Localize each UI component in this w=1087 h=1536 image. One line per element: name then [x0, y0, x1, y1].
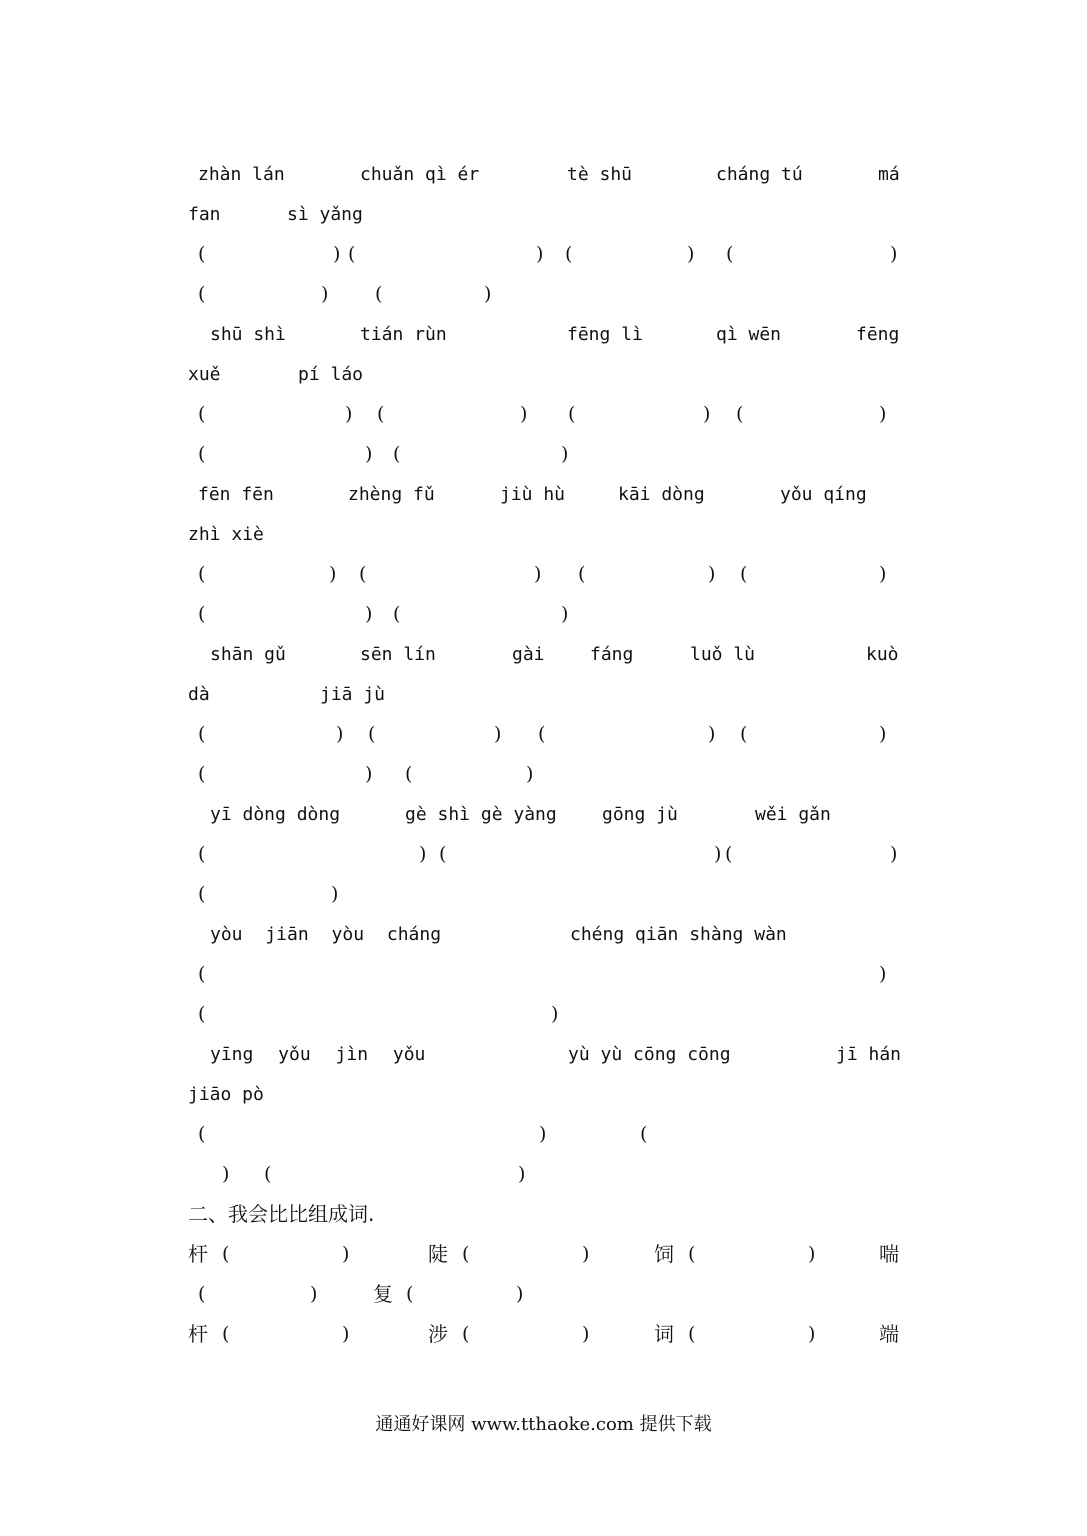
- pinyin: yīng yǒu jìn yǒu: [210, 1044, 426, 1065]
- paren-close: ): [879, 963, 887, 985]
- paren-close: ): [342, 1323, 350, 1345]
- pinyin: fan: [188, 204, 221, 225]
- pinyin: yù yù cōng cōng: [568, 1044, 731, 1065]
- pinyin: jiù hù: [500, 484, 566, 505]
- paren-open: (: [736, 403, 744, 425]
- pinyin: kāi dòng: [618, 484, 705, 505]
- paren-close: ): [310, 1283, 318, 1305]
- section-heading: 二、我会比比组成词.: [188, 1202, 375, 1226]
- paren-close: ): [336, 723, 344, 745]
- pinyin: zhì xiè: [188, 524, 264, 545]
- pinyin: gōng jù: [602, 804, 678, 825]
- pinyin: pí láo: [298, 364, 364, 385]
- paren-open: (: [393, 443, 401, 465]
- pinyin: chuǎn qì ér: [360, 164, 480, 185]
- pinyin: yòu jiān yòu cháng: [210, 924, 442, 945]
- pinyin: fáng: [590, 644, 634, 665]
- paren-open: (: [375, 283, 383, 305]
- paren-close: ): [419, 843, 427, 865]
- paren-close: ): [342, 1243, 350, 1265]
- paren-close: ): [808, 1323, 816, 1345]
- paren-close: ): [365, 603, 373, 625]
- character: 陡: [428, 1242, 448, 1266]
- paren-open: (: [222, 1243, 230, 1265]
- paren-close: ): [484, 283, 492, 305]
- pinyin: jiāo pò: [188, 1084, 264, 1105]
- paren-open: (: [264, 1163, 272, 1185]
- pinyin: yī dòng dòng: [210, 804, 341, 825]
- paren-close: ): [539, 1123, 547, 1145]
- paren-close: ): [365, 443, 373, 465]
- paren-close: ): [561, 603, 569, 625]
- pinyin: cháng tú: [716, 164, 803, 185]
- character: 词: [654, 1322, 674, 1346]
- pinyin: kuò: [866, 644, 899, 665]
- paren-open: (: [726, 243, 734, 265]
- paren-open: (: [462, 1243, 470, 1265]
- pinyin: má: [878, 164, 900, 185]
- pinyin: fēng: [856, 324, 900, 345]
- paren-open: (: [359, 563, 367, 585]
- paren-close: ): [494, 723, 502, 745]
- character: 涉: [428, 1322, 448, 1346]
- pinyin: gè shì gè yàng: [405, 804, 557, 825]
- paren-open: (: [640, 1123, 648, 1145]
- paren-close: ): [890, 843, 898, 865]
- pinyin: fēng lì: [567, 324, 643, 345]
- pinyin: luǒ lù: [690, 644, 756, 665]
- paren-open: (: [688, 1243, 696, 1265]
- paren-open: (: [740, 563, 748, 585]
- paren-open: (: [198, 1283, 206, 1305]
- paren-close: ): [536, 243, 544, 265]
- paren-open: (: [348, 243, 356, 265]
- paren-close: ): [582, 1243, 590, 1265]
- pinyin: shū shì: [210, 324, 286, 345]
- paren-open: (: [198, 963, 206, 985]
- paren-open: (: [198, 763, 206, 785]
- character: 端: [879, 1322, 899, 1346]
- character: 杆: [188, 1322, 208, 1346]
- pinyin: xuě: [188, 364, 221, 385]
- paren-open: (: [462, 1323, 470, 1345]
- paren-close: ): [582, 1323, 590, 1345]
- pinyin: sēn lín: [360, 644, 436, 665]
- pinyin: shān gǔ: [210, 644, 286, 665]
- paren-open: (: [405, 763, 413, 785]
- pinyin: jī hán: [836, 1044, 902, 1065]
- pinyin: yǒu qíng: [780, 484, 867, 505]
- paren-open: (: [725, 843, 733, 865]
- paren-open: (: [393, 603, 401, 625]
- paren-open: (: [198, 1003, 206, 1025]
- paren-close: ): [516, 1283, 524, 1305]
- paren-close: ): [551, 1003, 559, 1025]
- paren-open: (: [565, 243, 573, 265]
- paren-open: (: [198, 563, 206, 585]
- pinyin: sì yǎng: [287, 204, 363, 225]
- pinyin: fēn fēn: [198, 484, 274, 505]
- paren-close: ): [879, 403, 887, 425]
- paren-close: ): [708, 563, 716, 585]
- paren-close: ): [534, 563, 542, 585]
- paren-close: ): [520, 403, 528, 425]
- pinyin: gài: [512, 644, 545, 665]
- paren-open: (: [198, 603, 206, 625]
- paren-open: (: [538, 723, 546, 745]
- paren-open: (: [688, 1323, 696, 1345]
- paren-open: (: [198, 1123, 206, 1145]
- paren-open: (: [222, 1323, 230, 1345]
- pinyin: zhèng fǔ: [348, 484, 435, 505]
- paren-open: (: [740, 723, 748, 745]
- paren-open: (: [406, 1283, 414, 1305]
- pinyin: chéng qiān shàng wàn: [570, 924, 787, 945]
- paren-close: ): [518, 1163, 526, 1185]
- paren-close: ): [321, 283, 329, 305]
- paren-close: ): [331, 883, 339, 905]
- pinyin: zhàn lán: [198, 164, 285, 185]
- pinyin: tián rùn: [360, 324, 447, 345]
- pinyin: wěi gǎn: [755, 804, 831, 825]
- paren-close: ): [561, 443, 569, 465]
- paren-close: ): [879, 563, 887, 585]
- paren-open: (: [198, 883, 206, 905]
- paren-close: ): [329, 563, 337, 585]
- paren-open: (: [198, 403, 206, 425]
- paren-close: ): [687, 243, 695, 265]
- paren-close: ): [222, 1163, 230, 1185]
- character: 饲: [654, 1242, 674, 1266]
- paren-open: (: [198, 283, 206, 305]
- character: 复: [373, 1282, 393, 1306]
- pinyin: dà: [188, 684, 210, 705]
- paren-open: (: [439, 843, 447, 865]
- paren-open: (: [198, 243, 206, 265]
- paren-open: (: [368, 723, 376, 745]
- paren-close: ): [808, 1243, 816, 1265]
- paren-open: (: [198, 843, 206, 865]
- paren-open: (: [198, 723, 206, 745]
- paren-open: (: [377, 403, 385, 425]
- paren-close: ): [703, 403, 711, 425]
- paren-open: (: [578, 563, 586, 585]
- character: 杆: [188, 1242, 208, 1266]
- paren-close: ): [714, 843, 722, 865]
- paren-close: ): [365, 763, 373, 785]
- paren-open: (: [568, 403, 576, 425]
- paren-close: ): [890, 243, 898, 265]
- pinyin: jiā jù: [320, 684, 386, 705]
- pinyin: qì wēn: [716, 324, 782, 345]
- pinyin: tè shū: [567, 164, 633, 185]
- paren-close: ): [879, 723, 887, 745]
- paren-close: ): [333, 243, 341, 265]
- paren-close: ): [526, 763, 534, 785]
- paren-close: ): [708, 723, 716, 745]
- paren-open: (: [198, 443, 206, 465]
- paren-close: ): [345, 403, 353, 425]
- character: 喘: [879, 1242, 899, 1266]
- page-footer: 通通好课网 www.tthaoke.com 提供下载: [375, 1414, 712, 1435]
